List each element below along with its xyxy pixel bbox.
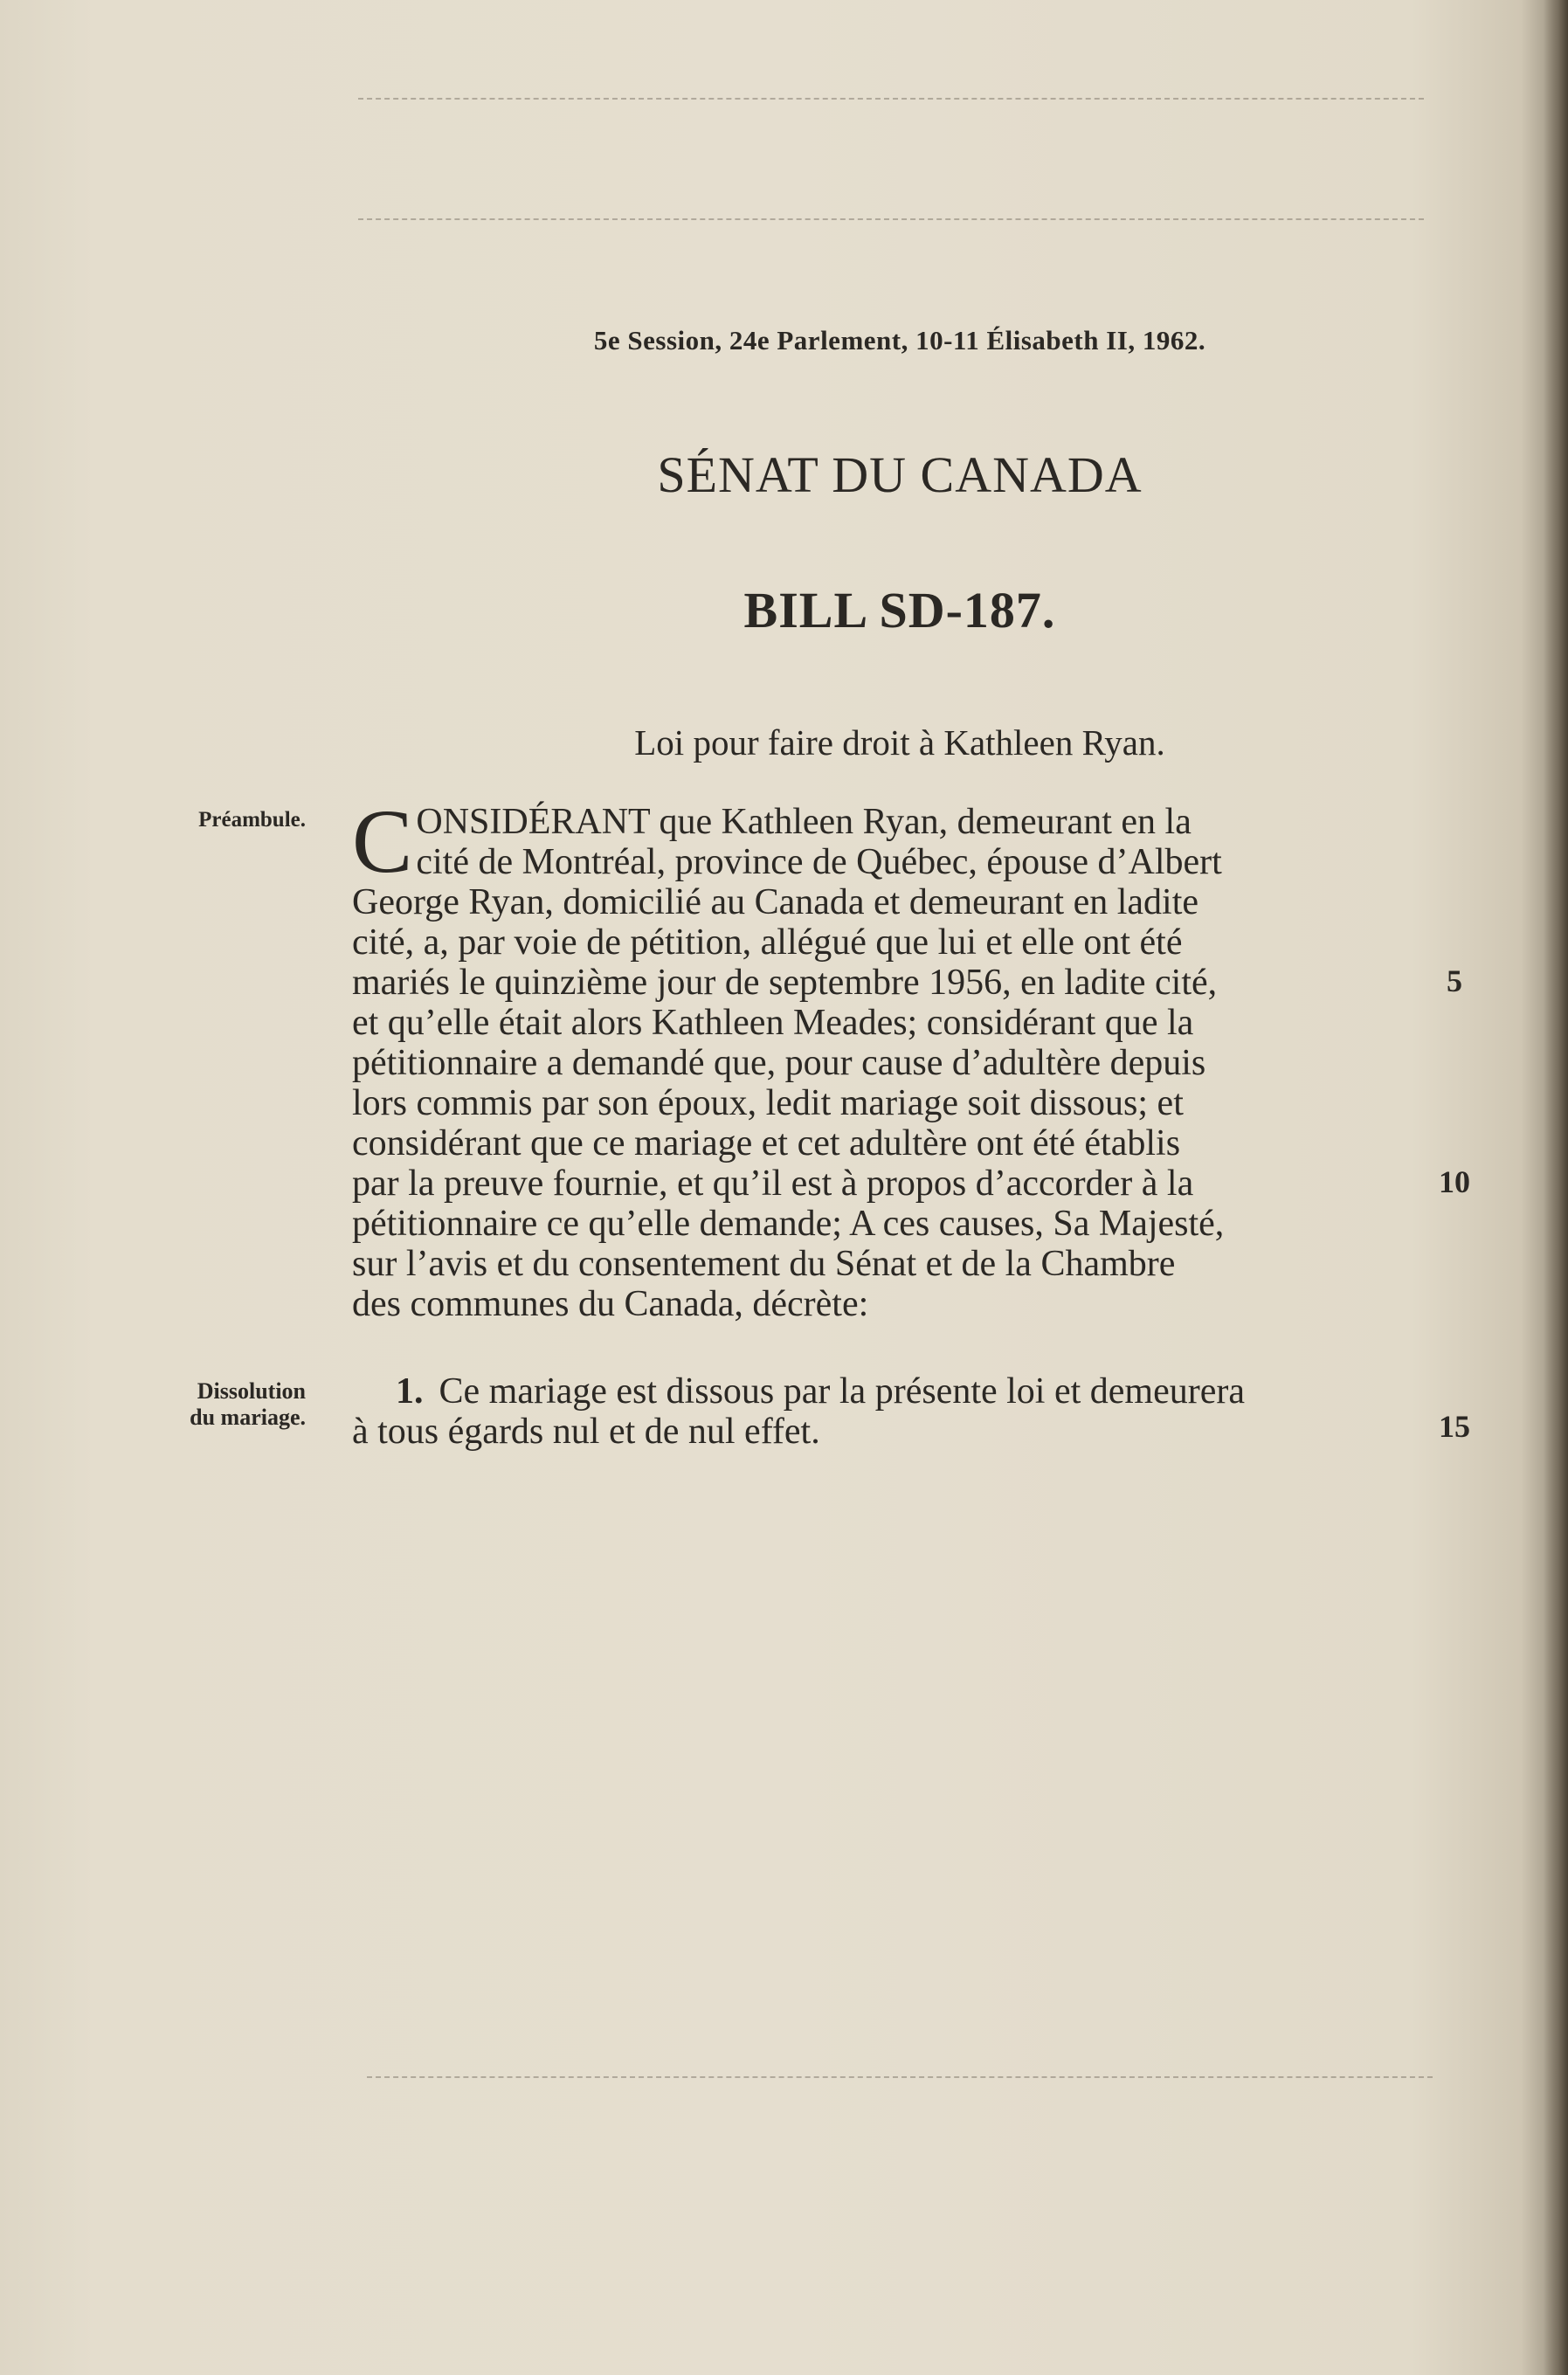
chamber-heading: SÉNAT DU CANADA [657,446,1143,503]
preamble-line: George Ryan, domicilié au Canada et demeurant en ladite [352,882,1199,922]
margin-note-dissolution [131,1378,306,1431]
preamble-line: des communes du Canada, décrète: [352,1284,869,1324]
preamble-line: pétitionnaire a demandé que, pour cause d’adultère depuis [352,1043,1206,1083]
session-line: 5e Session, 24e Parlement, 10-11 Élisabeth II, 1962. [593,325,1206,356]
section-number: 1. [396,1371,424,1412]
preamble-line: mariés le quinzième jour de septembre 1956, en ladite cité, [352,963,1218,1003]
preamble-line: considérant que ce mariage et cet adultère ont été établis [352,1123,1181,1163]
preamble-line: sur l’avis et du consentement du Sénat et de la Chambre [352,1244,1176,1284]
bill-title: Loi pour faire droit à Kathleen Ryan. [634,722,1165,763]
margin-note-dissolution-line1: Dissolution [197,1378,306,1404]
bottom-rule [367,2076,1433,2078]
preamble-line: et qu’elle était alors Kathleen Meades; considérant que la [352,1003,1194,1043]
preamble-line: cité, a, par voie de pétition, allégué que lui et elle ont été [352,922,1183,963]
margin-note-dissolution-line2: du mariage. [190,1405,306,1430]
line-number: 5 [1447,963,1462,998]
margin-note-preamble: Préambule. [198,808,306,832]
preamble-dropcap: C [352,791,413,892]
line-number: 15 [1439,1409,1470,1444]
bill-number: BILL SD-187. [743,582,1056,639]
preamble-line: ONSIDÉRANT que Kathleen Ryan, demeurant en la [416,802,1192,842]
preamble-line: par la preuve fournie, et qu’il est à propos d’accorder à la [352,1163,1194,1204]
top-rule-lower [358,218,1424,220]
line-number: 10 [1439,1164,1470,1199]
preamble-line: lors commis par son époux, ledit mariage soit dissous; et [352,1083,1184,1123]
top-rule [358,98,1424,100]
preamble-text [352,791,1416,1324]
preamble-line: cité de Montréal, province de Québec, épouse d’Albert [416,842,1222,882]
preamble-line: pétitionnaire ce qu’elle demande; A ces causes, Sa Majesté, [352,1204,1225,1244]
section-1-line: 1. Ce mariage est dissous par la présente loi et demeurera [396,1371,1245,1412]
section-1-line: à tous égards nul et de nul effet. [352,1412,820,1452]
section-1-text [352,1371,1416,1452]
